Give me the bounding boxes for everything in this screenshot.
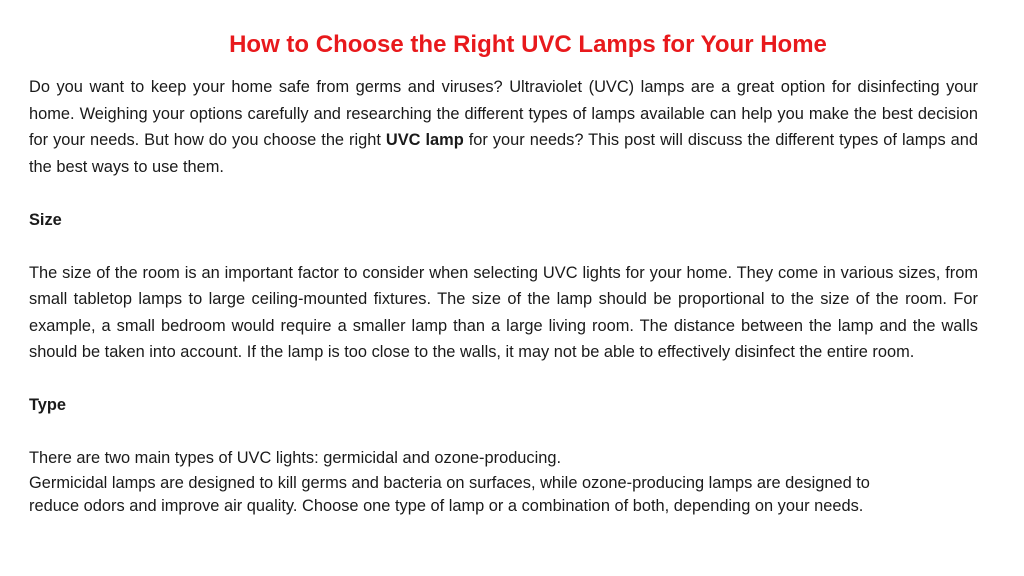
intro-paragraph <box>29 74 978 180</box>
type-line-3: reduce odors and improve air quality. Choose one type of lamp or a combination of both, depending on your needs. <box>29 497 864 515</box>
page-title: How to Choose the Right UVC Lamps for Your Home <box>229 31 827 58</box>
intro-text-after: for your needs? This post will discuss the different types of lamps and the best ways to use them. <box>29 131 978 176</box>
type-line-2: Germicidal lamps are designed to kill germs and bacteria on surfaces, while ozone-producing lamps are designed to <box>29 473 870 492</box>
section-heading-type: Type <box>29 396 67 414</box>
spacer <box>29 180 978 207</box>
section-heading-size: Size <box>29 210 62 229</box>
uvc-lamp-link: UVC lamp <box>385 131 464 149</box>
spacer <box>29 233 978 260</box>
type-line-1: There are two main types of UVC lights: germicidal and ozone-producing. <box>29 449 562 467</box>
spacer <box>29 419 978 446</box>
article-body <box>29 74 978 519</box>
size-paragraph: The size of the room is an important factor to consider when selecting UVC lights for your home. They come in various sizes, from small tabletop lamps to large ceiling-mounted fixtures. The size of the lamp should be proportional to the size of the room. For example, a small bedroom would require a smaller lamp than a large living room. The distance between the lamp and the walls should be taken into account. If the lamp is too close to the walls, it may not be able to effectively disinfect the entire room. <box>29 263 978 361</box>
spacer <box>29 366 978 393</box>
intro-text-before: Do you want to keep your home safe from germs and viruses? Ultraviolet (UVC) lamps are a great option for disinfecting your home. Weighing your options carefully and researching the different types of lamps available can help you make the best decision for your needs. But how do you choose the right <box>29 78 978 149</box>
